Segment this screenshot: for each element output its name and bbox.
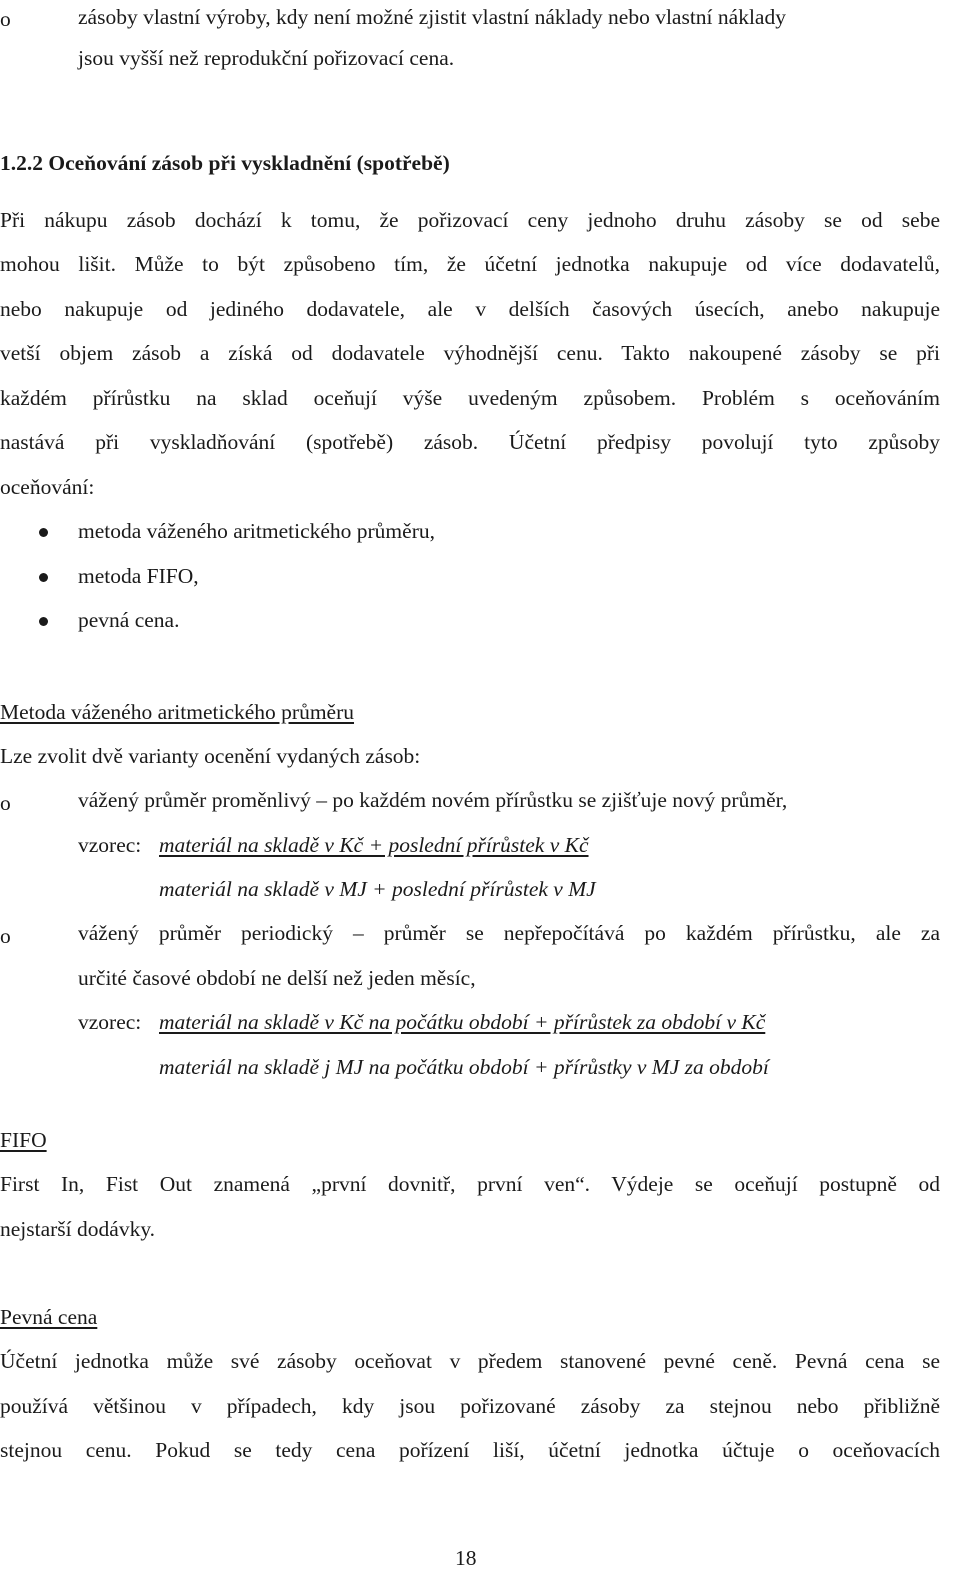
formula-denominator: materiál na skladě v MJ + poslední přírůstek v MJ <box>159 877 596 901</box>
paragraph-line: stejnou cenu. Pokud se tedy cena pořízení liší, účetní jednotka účtuje o oceňovacích <box>0 1438 940 1462</box>
list-item-text: jsou vyšší než reprodukční pořizovací cena. <box>78 46 455 70</box>
list-marker: o <box>0 924 11 948</box>
paragraph-line: First In, Fist Out znamená „první dovnitř, první ven“. Výdeje se oceňují postupně od <box>0 1172 940 1196</box>
paragraph-line: Lze zvolit dvě varianty ocenění vydaných zásob: <box>0 744 421 768</box>
subsection-heading: FIFO <box>0 1128 47 1152</box>
list-item-text: vážený průměr proměnlivý – po každém novém přírůstku se zjišťuje nový průměr, <box>78 788 788 812</box>
list-marker: o <box>0 7 11 31</box>
paragraph-line: nejstarší dodávky. <box>0 1217 156 1241</box>
formula-label: vzorec: <box>78 833 142 857</box>
list-item-text: vážený průměr periodický – průměr se nepřepočítává po každém přírůstku, ale za <box>78 921 940 945</box>
bullet-icon <box>39 573 48 582</box>
paragraph-line: každém přírůstku na sklad oceňují výše uvedeným způsobem. Problém s oceňováním <box>0 386 940 410</box>
list-item: metoda FIFO, <box>78 564 199 588</box>
page-number: 18 <box>455 1546 477 1570</box>
bullet-icon <box>39 528 48 537</box>
section-heading: 1.2.2 Oceňování zásob při vyskladnění (spotřebě) <box>0 151 450 175</box>
subsection-heading: Metoda váženého aritmetického průměru <box>0 700 355 724</box>
paragraph-line: Při nákupu zásob dochází k tomu, že pořizovací ceny jednoho druhu zásoby se od sebe <box>0 208 940 232</box>
formula-numerator: materiál na skladě v Kč + poslední přírůstek v Kč <box>159 833 589 857</box>
list-item-text: zásoby vlastní výroby, kdy není možné zjistit vlastní náklady nebo vlastní náklady <box>78 5 786 29</box>
list-marker: o <box>0 791 11 815</box>
formula-numerator: materiál na skladě v Kč na počátku období + přírůstek za období v Kč <box>159 1010 766 1034</box>
paragraph-line: vetší objem zásob a získá od dodavatele výhodnější cenu. Takto nakoupené zásoby se při <box>0 341 940 365</box>
paragraph-line: Účetní jednotka může své zásoby oceňovat v předem stanovené pevné ceně. Pevná cena se <box>0 1349 940 1373</box>
paragraph-line: mohou lišit. Může to být způsobeno tím, že účetní jednotka nakupuje od více dodavatelů, <box>0 252 940 276</box>
bullet-icon <box>39 617 48 626</box>
list-item-text: určité časové období ne delší než jeden měsíc, <box>78 966 476 990</box>
list-item: pevná cena. <box>78 608 180 632</box>
formula-denominator: materiál na skladě j MJ na počátku období + přírůstky v MJ za období <box>159 1055 769 1079</box>
list-item: metoda váženého aritmetického průměru, <box>78 519 435 543</box>
paragraph-line: používá většinou v případech, kdy jsou pořizované zásoby za stejnou nebo přibližně <box>0 1394 940 1418</box>
paragraph-line: nebo nakupuje od jediného dodavatele, ale v delších časových úsecích, anebo nakupuje <box>0 297 940 321</box>
formula-label: vzorec: <box>78 1010 142 1034</box>
subsection-heading: Pevná cena <box>0 1305 98 1329</box>
paragraph-line: nastává při vyskladňování (spotřebě) zásob. Účetní předpisy povolují tyto způsoby <box>0 430 940 454</box>
paragraph-line: oceňování: <box>0 475 95 499</box>
